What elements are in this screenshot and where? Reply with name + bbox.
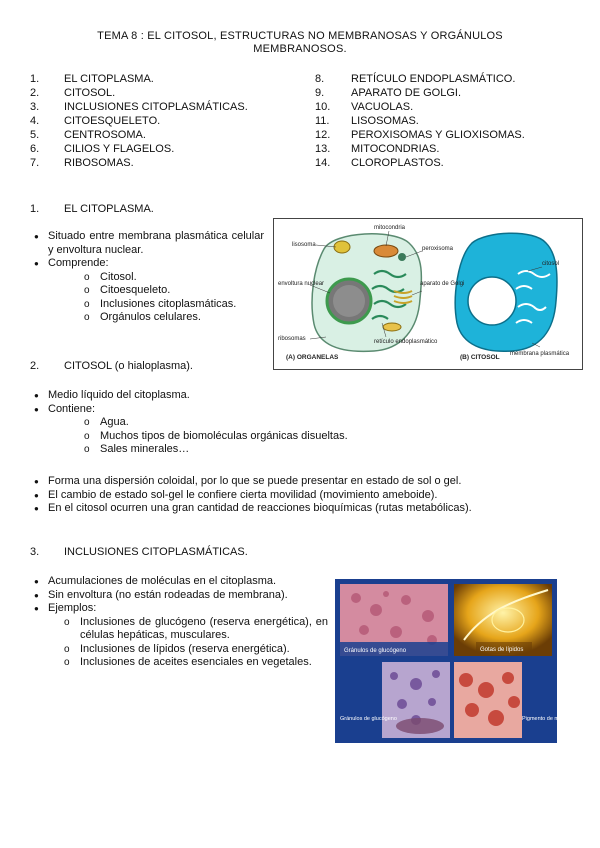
toc-num: 6. bbox=[30, 143, 40, 155]
sub-list bbox=[62, 616, 328, 670]
label-lipidos: Gotas de lípidos bbox=[480, 647, 524, 653]
toc-num: 8. bbox=[315, 73, 325, 85]
toc-num: 11. bbox=[315, 115, 330, 127]
section-title: INCLUSIONES CITOPLASMÁTICAS. bbox=[64, 546, 248, 558]
list-item: ● En el citosol ocurren una gran cantidad de reacciones bioquímicas (rutas metabólicas). bbox=[30, 502, 570, 516]
sub-item: o Orgánulos celulares. bbox=[82, 311, 264, 325]
toc-num: 3. bbox=[30, 101, 40, 113]
sub-item: o Citoesqueleto. bbox=[82, 284, 264, 298]
cell-b-nucleus bbox=[468, 277, 516, 325]
peroxisome-icon bbox=[398, 253, 406, 261]
section-number: 3. bbox=[30, 546, 40, 558]
sub-item: o Inclusiones de glucógeno (reserva energética), en células hepáticas, musculares. bbox=[62, 616, 328, 643]
toc-label: PEROXISOMAS Y GLIOXISOMAS. bbox=[351, 129, 525, 141]
toc-num: 12. bbox=[315, 129, 331, 141]
toc-label: INCLUSIONES CITOPLASMÁTICAS. bbox=[64, 101, 248, 113]
toc-num: 13. bbox=[315, 143, 331, 155]
label-membrana: membrana plasmática bbox=[510, 351, 570, 357]
list-item: ● Forma una dispersión coloidal, por lo que se puede presentar en estado de sol o gel. bbox=[30, 475, 570, 489]
list-item: ● Acumulaciones de moléculas en el citoplasma. bbox=[30, 575, 328, 589]
caption-a: (A) ORGANELAS bbox=[286, 354, 339, 361]
list-item-text: Comprende: bbox=[48, 257, 109, 269]
sub-list bbox=[82, 416, 550, 457]
toc-num: 14. bbox=[315, 157, 331, 169]
nucleolus-icon bbox=[333, 285, 365, 317]
section-title: CITOSOL (o hialoplasma). bbox=[64, 360, 193, 372]
toc-label: RETÍCULO ENDOPLASMÁTICO. bbox=[351, 73, 516, 85]
sub-item: o Agua. bbox=[82, 416, 550, 430]
section-3-heading bbox=[30, 546, 248, 558]
label-golgi: aparato de Golgi bbox=[420, 281, 465, 287]
label-pigmento: Pigmento de melanina bbox=[522, 716, 577, 722]
toc-num: 1. bbox=[30, 73, 40, 85]
section-number: 2. bbox=[30, 360, 40, 372]
list-item-text: Ejemplos: bbox=[48, 602, 97, 614]
list-item bbox=[30, 602, 328, 670]
toc-num: 5. bbox=[30, 129, 40, 141]
toc-label: CITOSOL. bbox=[64, 87, 116, 99]
list-item-text: Contiene: bbox=[48, 402, 96, 415]
label-reticulo: retículo endoplasmático bbox=[374, 339, 438, 345]
toc-num: 9. bbox=[315, 87, 325, 99]
micrograph-collage-svg bbox=[336, 580, 577, 742]
section-title: EL CITOPLASMA. bbox=[64, 203, 154, 215]
toc-label: CENTROSOMA. bbox=[64, 129, 146, 141]
section-2-list-a bbox=[30, 389, 550, 457]
section-1-list bbox=[30, 230, 264, 325]
toc-num: 10. bbox=[315, 101, 331, 113]
section-1-heading bbox=[30, 203, 154, 215]
lysosome-icon bbox=[334, 241, 350, 253]
list-item bbox=[30, 257, 264, 325]
toc-label: CILIOS Y FLAGELOS. bbox=[64, 143, 175, 155]
label-peroxisoma: peroxisoma bbox=[422, 246, 454, 252]
toc-label: MITOCONDRIAS. bbox=[351, 143, 440, 155]
sub-item: o Muchos tipos de biomoléculas orgánicas disueltas. bbox=[82, 430, 550, 444]
title-line-1: TEMA 8 : EL CITOSOL, ESTRUCTURAS NO MEMBRANOSAS Y ORGÁNULOS bbox=[97, 30, 503, 42]
toc-label: CLOROPLASTOS. bbox=[351, 157, 444, 169]
sub-item: o Inclusiones de aceites esenciales en vegetales. bbox=[62, 656, 328, 670]
sub-item: o Inclusiones citoplasmáticas. bbox=[82, 298, 264, 312]
list-item: ● Sin envoltura (no están rodeadas de membrana). bbox=[30, 589, 328, 603]
toc-label: CITOESQUELETO. bbox=[64, 115, 161, 127]
sub-list bbox=[82, 271, 264, 325]
list-item: ● Situado entre membrana plasmática celular y envoltura nuclear. bbox=[30, 230, 264, 257]
cell-organelles-figure bbox=[273, 218, 583, 370]
section-number: 1. bbox=[30, 203, 40, 215]
toc-label: LISOSOMAS. bbox=[351, 115, 419, 127]
section-3-list bbox=[30, 575, 328, 670]
label-ribosomas: ribosomas bbox=[278, 336, 306, 342]
label-mitocondria: mitocondria bbox=[374, 225, 406, 231]
cell-diagram-svg bbox=[274, 219, 582, 369]
toc-label: RIBOSOMAS. bbox=[64, 157, 134, 169]
label-glucogeno: Gránulos de glucógeno bbox=[344, 648, 407, 654]
list-item: ● Medio líquido del citoplasma. bbox=[30, 389, 550, 403]
section-2-heading bbox=[30, 360, 193, 372]
sub-item: o Citosol. bbox=[82, 271, 264, 285]
toc-num: 7. bbox=[30, 157, 40, 169]
mitochondria-icon bbox=[374, 245, 398, 257]
inclusions-micrograph-figure bbox=[335, 579, 577, 743]
title-line-2: MEMBRANOSOS. bbox=[253, 43, 347, 55]
list-item bbox=[30, 403, 550, 457]
page-title bbox=[40, 30, 560, 56]
caption-b: (B) CITOSOL bbox=[460, 354, 500, 361]
toc-label: VACUOLAS. bbox=[351, 101, 414, 113]
vesicle-icon bbox=[383, 323, 401, 331]
list-item: ● El cambio de estado sol-gel le confiere cierta movilidad (movimiento ameboide). bbox=[30, 489, 570, 503]
sub-item: o Sales minerales… bbox=[82, 443, 550, 457]
toc-label: EL CITOPLASMA. bbox=[64, 73, 154, 85]
label-glucogeno-2: Gránulos de glucógeno bbox=[340, 716, 397, 722]
label-lisosoma: lisosoma bbox=[292, 242, 316, 248]
toc-label: APARATO DE GOLGI. bbox=[351, 87, 462, 99]
toc-num: 4. bbox=[30, 115, 40, 127]
label-citosol: citosol bbox=[542, 261, 560, 267]
toc-num: 2. bbox=[30, 87, 40, 99]
label-envoltura: envoltura nuclear bbox=[278, 281, 325, 287]
sub-item: o Inclusiones de lípidos (reserva energética). bbox=[62, 643, 328, 657]
section-2-list-b bbox=[30, 475, 570, 516]
